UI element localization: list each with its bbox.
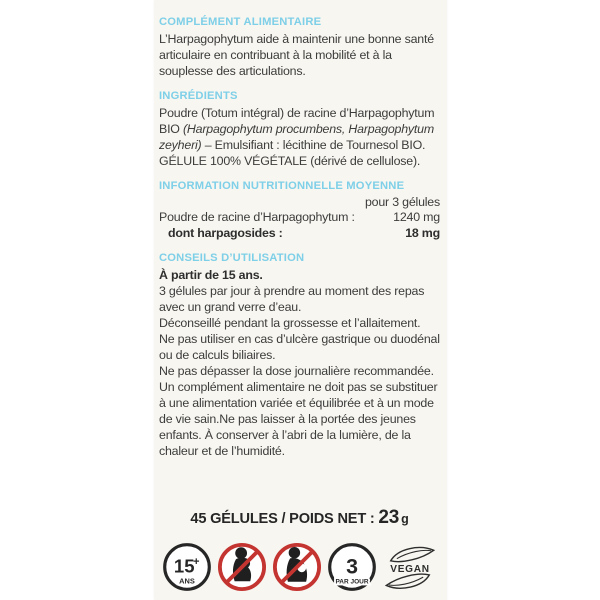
- age-15-plus-icon: [161, 541, 213, 593]
- section-nutrition: [159, 180, 440, 241]
- conseils-heading: CONSEILS D’UTILISATION: [159, 252, 305, 264]
- supplement-label: [154, 0, 447, 600]
- nutrition-row: [159, 226, 440, 242]
- nutrition-row-label: dont harpagosides :: [168, 225, 283, 240]
- nutrition-row: [159, 210, 440, 226]
- complement-heading: COMPLÉMENT ALIMENTAIRE: [159, 16, 322, 28]
- dosage-3-per-day-icon: [326, 541, 378, 593]
- dosage-number: 3: [345, 554, 358, 579]
- no-pregnancy-icon: [216, 541, 268, 593]
- net-weight-line: [159, 507, 440, 529]
- nutrition-row-label: Poudre de racine d’Harpagophytum :: [159, 210, 355, 224]
- usage-warning-pregnancy: Déconseillé pendant la grossesse et l’allaitement.: [159, 316, 421, 330]
- per-serving-note: pour 3 gélules: [364, 195, 440, 209]
- dosage-caption: PAR JOUR: [334, 578, 369, 586]
- section-conseils: [159, 252, 440, 459]
- ingredients-text: [159, 105, 440, 169]
- vegan-icon: [381, 542, 439, 592]
- age-caption: ANS: [178, 576, 195, 586]
- net-weight-prefix: 45 GÉLULES / POIDS NET :: [190, 511, 379, 527]
- net-weight-unit: g: [401, 512, 409, 526]
- nutrition-heading: INFORMATION NUTRITIONNELLE MOYENNE: [159, 180, 405, 192]
- pictogram-row: [159, 541, 440, 593]
- ingredients-heading: INGRÉDIENTS: [159, 90, 238, 102]
- nutrition-row-value: 18 mg: [405, 225, 440, 240]
- ingredients-text-start: Poudre (Totum intégral) de racine d’Harpagophytum BIO: [159, 106, 435, 136]
- complement-text: L’Harpagophytum aide à maintenir une bonne santé articulaire en contribuant à la mobilité et à la souplesse des articulations.: [159, 32, 434, 78]
- section-complement-alimentaire: [159, 16, 440, 79]
- usage-dosage-line: 3 gélules par jour à prendre au moment des repas avec un grand verre d’eau.: [159, 284, 425, 314]
- usage-age-line: À partir de 15 ans.: [159, 268, 263, 282]
- age-plus-sign: +: [192, 556, 200, 569]
- ingredients-text-end: – Emulsifiant : lécithine de Tournesol BIO. GÉLULE 100% VÉGÉTALE (dérivé de cellulose).: [159, 138, 426, 168]
- net-weight-amount: 23: [378, 507, 400, 528]
- usage-warning-general: Ne pas dépasser la dose journalière recommandée. Un complément alimentaire ne doit pas se substituer à une alimentation variée et équilibrée et à un mode de vie sain.Ne pas laisser à la portée des jeunes enfants. À conserver à l’abri de la lumière, de la chaleur et de l’humidité.: [159, 364, 438, 458]
- vegan-label: VEGAN: [389, 563, 430, 575]
- nutrition-row-value: 1240 mg: [393, 210, 440, 224]
- usage-warning-ulcer: Ne pas utiliser en cas d’ulcère gastrique ou duodénal ou de calculs biliaires.: [159, 332, 440, 362]
- section-ingredients: [159, 90, 440, 169]
- no-breastfeeding-icon: [271, 541, 323, 593]
- ingredients-latin-name: (Harpagophytum procumbens, Harpagophytum zeyheri): [159, 122, 434, 152]
- age-number: 15: [173, 555, 195, 577]
